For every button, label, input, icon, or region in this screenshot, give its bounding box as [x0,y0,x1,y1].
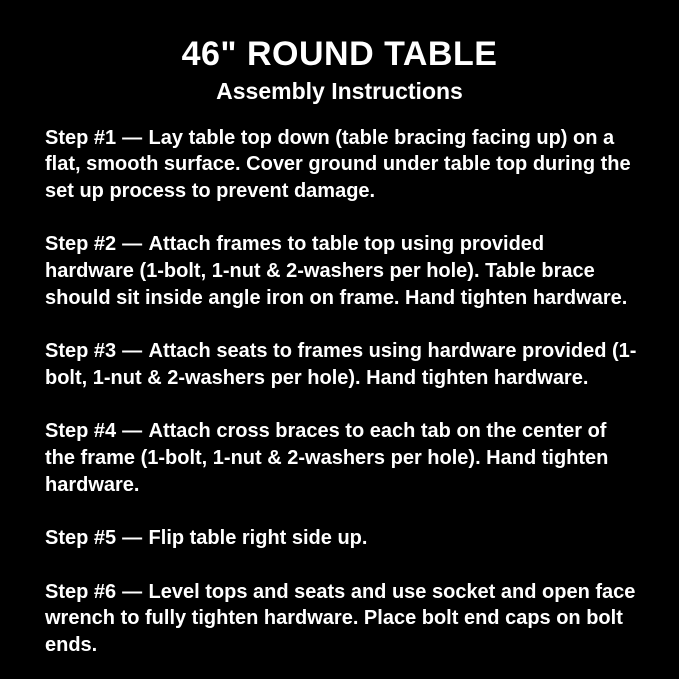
step-4-label: Step #4 [45,420,117,443]
step-3-text: Attach seats to frames using hardware provided (1-bolt, 1-nut & 2-washers per hole). Hand tighten hardware. [45,340,637,389]
step-3 [45,338,637,391]
page-subtitle: Assembly Instructions [216,78,463,105]
step-5-label: Step #5 [45,527,117,550]
step-4-dash: — [122,420,143,443]
step-3-dash: — [122,340,143,363]
step-5 [45,525,637,552]
page-title: 46" ROUND TABLE [181,35,498,73]
step-6-label: Step #6 [45,580,117,603]
header [0,0,679,105]
step-1 [45,125,637,205]
step-5-dash: — [122,527,143,550]
step-1-dash: — [122,126,143,149]
step-1-label: Step #1 [45,126,117,149]
step-3-label: Step #3 [45,340,117,363]
step-5-text: Flip table right side up. [148,527,368,550]
step-4 [45,418,637,498]
step-2-label: Step #2 [45,233,117,256]
step-2 [45,231,637,311]
step-2-dash: — [122,233,143,256]
step-6 [45,579,637,659]
step-6-text: Level tops and seats and use socket and open face wrench to fully tighten hardware. Place bolt end caps on bolt ends. [45,580,636,656]
steps-list [0,105,679,659]
step-4-text: Attach cross braces to each tab on the center of the frame (1-bolt, 1-nut & 2-washers per hole). Hand tighten hardware. [45,420,609,496]
step-1-text: Lay table top down (table bracing facing up) on a flat, smooth surface. Cover ground under table top during the set up process to prevent damage. [45,126,631,202]
step-2-text: Attach frames to table top using provided hardware (1-bolt, 1-nut & 2-washers per hole). Table brace should sit inside angle iron on frame. Hand tighten hardware. [45,233,628,309]
step-6-dash: — [122,580,143,603]
